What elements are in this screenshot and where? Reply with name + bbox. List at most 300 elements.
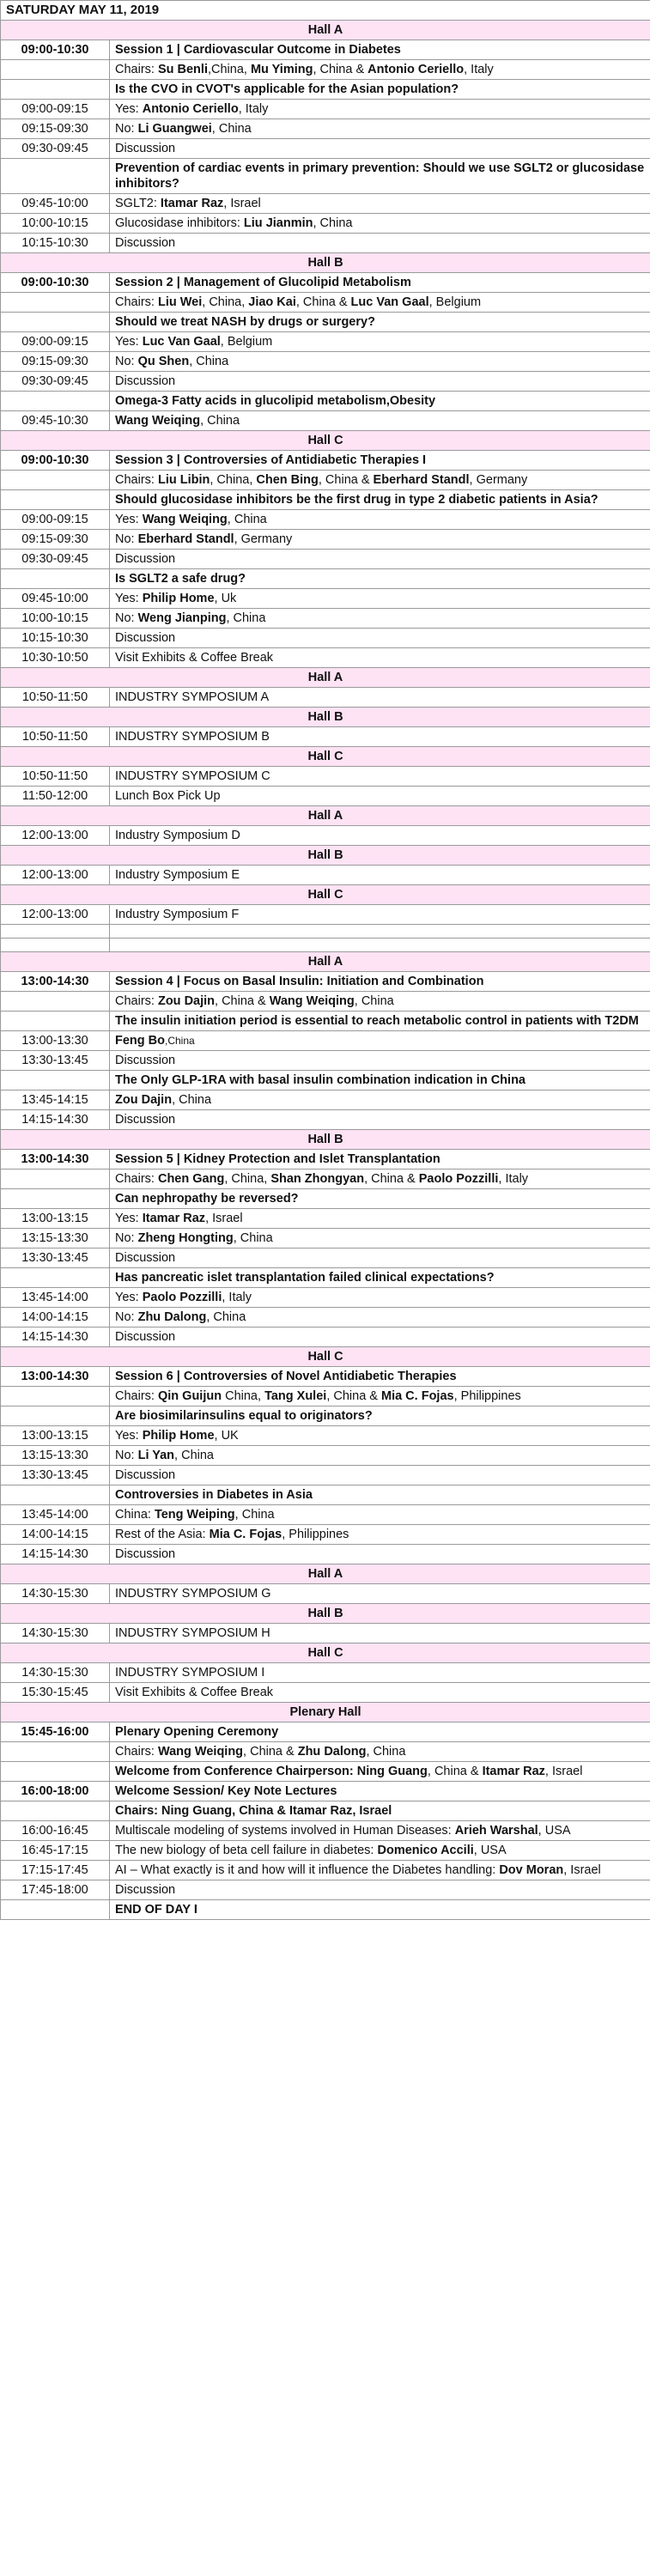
hall-header-row	[1, 846, 650, 866]
desc-text: Yes:	[115, 102, 143, 116]
desc-text: Visit Exhibits & Coffee Break	[115, 651, 274, 665]
desc-text: , China	[211, 122, 252, 136]
desc-text: Should glucosidase inhibitors be the first drug in type 2 diabetic patients in Asia?	[115, 493, 598, 507]
hall-name: Hall B	[1, 846, 650, 866]
time-cell: 10:00-10:15	[1, 214, 110, 234]
hall-header-row	[1, 431, 650, 451]
hall-header-row	[1, 21, 650, 40]
desc-text: Session 5 | Kidney Protection and Islet Transplantation	[115, 1152, 440, 1166]
time-cell: 13:00-14:30	[1, 1150, 110, 1170]
session-row	[1, 1367, 650, 1387]
desc-cell	[110, 569, 650, 589]
desc-cell	[110, 119, 650, 139]
hall-name: Plenary Hall	[1, 1703, 650, 1722]
speaker-name: Paolo Pozzilli	[418, 1172, 499, 1186]
desc-cell	[110, 60, 650, 80]
hall-name: Hall A	[1, 1564, 650, 1584]
desc-text: Is the CVO in CVOT's applicable for the Asian population?	[115, 82, 459, 96]
time-cell: 13:15-13:30	[1, 1229, 110, 1249]
schedule-row	[1, 1624, 650, 1643]
desc-cell	[110, 550, 650, 569]
schedule-row	[1, 60, 650, 80]
desc-text: No:	[115, 611, 138, 625]
time-cell: 12:00-13:00	[1, 866, 110, 885]
time-cell: 13:00-13:15	[1, 1426, 110, 1446]
desc-text: Multiscale modeling of systems involved in Human Diseases:	[115, 1824, 455, 1838]
desc-text: Yes:	[115, 1429, 143, 1443]
hall-name: Hall C	[1, 1643, 650, 1663]
desc-text: INDUSTRY SYMPOSIUM B	[115, 730, 270, 744]
desc-text: Yes:	[115, 335, 143, 349]
schedule-row	[1, 1525, 650, 1545]
schedule-row	[1, 1861, 650, 1880]
desc-text: No:	[115, 532, 138, 546]
desc-text: , Italy	[222, 1291, 252, 1304]
schedule-row	[1, 1051, 650, 1071]
schedule-row	[1, 787, 650, 806]
time-cell	[1, 293, 110, 313]
speaker-name: Wang Weiqing	[115, 414, 201, 428]
time-cell	[1, 1762, 110, 1782]
desc-cell	[110, 972, 650, 992]
time-cell: 13:00-14:30	[1, 972, 110, 992]
schedule-row	[1, 992, 650, 1012]
time-cell	[1, 992, 110, 1012]
time-cell: 13:30-13:45	[1, 1466, 110, 1485]
time-cell: 13:30-13:45	[1, 1051, 110, 1071]
time-cell	[1, 1742, 110, 1762]
desc-text: The Only GLP-1RA with basal insulin combination indication in China	[115, 1073, 525, 1087]
desc-cell	[110, 1880, 650, 1900]
topic-row	[1, 1485, 650, 1505]
desc-text: China:	[115, 1508, 155, 1522]
desc-text: Chairs: Ning Guang, China & Itamar Raz, Israel	[115, 1804, 392, 1818]
desc-text: Discussion	[115, 142, 176, 155]
desc-text: Omega-3 Fatty acids in glucolipid metabolism,Obesity	[115, 394, 436, 408]
schedule-row	[1, 1209, 650, 1229]
hall-header-row	[1, 1347, 650, 1367]
desc-text: Yes:	[115, 1291, 143, 1304]
desc-text: Industry Symposium D	[115, 829, 240, 842]
desc-cell	[110, 1308, 650, 1327]
desc-cell	[110, 1189, 650, 1209]
hall-name: Hall A	[1, 21, 650, 40]
schedule-row	[1, 1327, 650, 1347]
desc-text: No:	[115, 1449, 138, 1462]
schedule-row	[1, 550, 650, 569]
desc-cell	[110, 40, 650, 60]
desc-text: Session 4 | Focus on Basal Insulin: Initiation and Combination	[115, 975, 484, 988]
time-cell: 14:00-14:15	[1, 1525, 110, 1545]
schedule-row	[1, 293, 650, 313]
desc-cell	[110, 1150, 650, 1170]
time-cell: 09:00-10:30	[1, 40, 110, 60]
time-cell: 10:50-11:50	[1, 688, 110, 708]
desc-cell	[110, 1821, 650, 1841]
session-row	[1, 1722, 650, 1742]
speaker-name: Shan Zhongyan	[270, 1172, 365, 1186]
desc-cell	[110, 490, 650, 510]
time-cell	[1, 1406, 110, 1426]
hall-header-row	[1, 1703, 650, 1722]
desc-text: Session 1 | Cardiovascular Outcome in Diabetes	[115, 43, 401, 57]
desc-cell	[110, 1367, 650, 1387]
desc-text: No:	[115, 1231, 138, 1245]
time-cell: 10:50-11:50	[1, 727, 110, 747]
desc-text: , China	[206, 1310, 246, 1324]
topic-row	[1, 1801, 650, 1821]
desc-cell	[110, 1762, 650, 1782]
desc-text: Session 6 | Controversies of Novel Antidiabetic Therapies	[115, 1370, 457, 1383]
schedule-row	[1, 727, 650, 747]
desc-cell	[110, 1327, 650, 1347]
time-cell: 11:50-12:00	[1, 787, 110, 806]
desc-cell	[110, 939, 650, 952]
desc-text: No:	[115, 1310, 138, 1324]
hall-header-row	[1, 253, 650, 273]
schedule-row	[1, 214, 650, 234]
schedule-row	[1, 1110, 650, 1130]
hall-header-row	[1, 1130, 650, 1150]
time-cell: 09:15-09:30	[1, 352, 110, 372]
desc-text: , UK	[214, 1429, 239, 1443]
speaker-name: Itamar Raz	[160, 197, 224, 210]
time-cell: 13:15-13:30	[1, 1446, 110, 1466]
desc-cell	[110, 1446, 650, 1466]
desc-text: , Germany	[469, 473, 528, 487]
time-cell: 09:45-10:30	[1, 411, 110, 431]
session-row	[1, 273, 650, 293]
desc-text: , China	[354, 994, 394, 1008]
hall-name: Hall B	[1, 1130, 650, 1150]
desc-text: , USA	[538, 1824, 571, 1838]
desc-text: , Uk	[214, 592, 237, 605]
schedule-row	[1, 372, 650, 392]
time-cell: 14:30-15:30	[1, 1584, 110, 1604]
desc-cell	[110, 510, 650, 530]
desc-text: Discussion	[115, 552, 176, 566]
session-row	[1, 1150, 650, 1170]
desc-cell	[110, 1545, 650, 1564]
topic-row	[1, 392, 650, 411]
time-cell: 13:45-14:15	[1, 1091, 110, 1110]
desc-text: Discussion	[115, 1251, 176, 1265]
desc-cell	[110, 372, 650, 392]
time-cell: 09:15-09:30	[1, 119, 110, 139]
desc-cell	[110, 1525, 650, 1545]
desc-text: Chairs:	[115, 63, 158, 76]
desc-text: , Belgium	[220, 335, 273, 349]
desc-text: Chairs:	[115, 473, 158, 487]
schedule-row	[1, 1505, 650, 1525]
session-row	[1, 1782, 650, 1801]
desc-cell	[110, 1091, 650, 1110]
speaker-name: Eberhard Standl	[373, 473, 470, 487]
time-cell	[1, 1071, 110, 1091]
time-cell: 14:15-14:30	[1, 1545, 110, 1564]
desc-text: , China,	[210, 473, 257, 487]
desc-text: , China &	[318, 473, 374, 487]
desc-text: Chairs:	[115, 1389, 158, 1403]
time-cell	[1, 1268, 110, 1288]
time-cell	[1, 1485, 110, 1505]
desc-cell	[110, 1624, 650, 1643]
desc-text: INDUSTRY SYMPOSIUM I	[115, 1666, 265, 1680]
desc-cell	[110, 139, 650, 159]
time-cell: 09:00-09:15	[1, 100, 110, 119]
time-cell: 10:00-10:15	[1, 609, 110, 629]
time-cell: 17:15-17:45	[1, 1861, 110, 1880]
desc-text: , China,	[202, 295, 249, 309]
time-cell: 10:15-10:30	[1, 234, 110, 253]
schedule-row	[1, 589, 650, 609]
desc-cell	[110, 1012, 650, 1031]
desc-cell	[110, 1268, 650, 1288]
speaker-name: Jiao Kai	[248, 295, 296, 309]
schedule-row	[1, 866, 650, 885]
desc-text: ,China,	[207, 63, 251, 76]
desc-cell	[110, 100, 650, 119]
desc-text: Is SGLT2 a safe drug?	[115, 572, 246, 586]
schedule-row	[1, 234, 650, 253]
schedule-row	[1, 1584, 650, 1604]
desc-cell	[110, 648, 650, 668]
desc-cell	[110, 1288, 650, 1308]
desc-text: Yes:	[115, 1212, 143, 1225]
speaker-name: Chen Gang	[157, 1172, 225, 1186]
speaker-name: Zou Dajin	[115, 1093, 173, 1107]
desc-text: Welcome Session/ Key Note Lectures	[115, 1784, 337, 1798]
hall-header-row	[1, 885, 650, 905]
desc-cell	[110, 1466, 650, 1485]
desc-text: , Philippines	[282, 1528, 349, 1541]
desc-text: , Italy	[464, 63, 494, 76]
desc-text: , USA	[473, 1844, 507, 1857]
desc-text: Rest of the Asia:	[115, 1528, 210, 1541]
time-cell	[1, 313, 110, 332]
desc-text: Industry Symposium F	[115, 908, 240, 921]
desc-text: , China	[174, 1449, 214, 1462]
speaker-name: Philip Home	[142, 592, 215, 605]
desc-text: , China &	[364, 1172, 419, 1186]
time-cell: 13:00-13:15	[1, 1209, 110, 1229]
topic-row	[1, 1071, 650, 1091]
desc-cell	[110, 1249, 650, 1268]
time-cell: 13:45-14:00	[1, 1288, 110, 1308]
time-cell	[1, 925, 110, 939]
schedule-row	[1, 767, 650, 787]
blank-row	[1, 925, 650, 939]
schedule-date: SATURDAY MAY 11, 2019	[1, 1, 650, 21]
session-row	[1, 451, 650, 471]
speaker-name: Zhu Dalong	[137, 1310, 207, 1324]
desc-cell	[110, 727, 650, 747]
desc-cell	[110, 826, 650, 846]
topic-row	[1, 1268, 650, 1288]
desc-text: , China &	[326, 1389, 381, 1403]
speaker-name: Mu Yiming	[250, 63, 313, 76]
desc-text: , China &	[215, 994, 270, 1008]
time-cell	[1, 1189, 110, 1209]
speaker-name: Zheng Hongting	[137, 1231, 234, 1245]
desc-text: INDUSTRY SYMPOSIUM A	[115, 690, 270, 704]
desc-text: Lunch Box Pick Up	[115, 789, 221, 803]
hall-header-row	[1, 668, 650, 688]
schedule-row	[1, 1170, 650, 1189]
schedule-row	[1, 688, 650, 708]
hall-header-row	[1, 708, 650, 727]
speaker-name: Mia C. Fojas	[209, 1528, 282, 1541]
hall-header-row	[1, 747, 650, 767]
desc-cell	[110, 767, 650, 787]
schedule-row	[1, 1821, 650, 1841]
time-cell: 09:00-09:15	[1, 332, 110, 352]
desc-cell	[110, 1801, 650, 1821]
speaker-name: Wang Weiqing	[269, 994, 355, 1008]
speaker-name: Dov Moran	[499, 1863, 564, 1877]
schedule-row	[1, 1841, 650, 1861]
desc-cell	[110, 1900, 650, 1920]
desc-text: , Italy	[238, 102, 269, 116]
desc-cell	[110, 1742, 650, 1762]
desc-cell	[110, 194, 650, 214]
desc-text: , Israel	[544, 1765, 583, 1778]
speaker-name: Luc Van Gaal	[350, 295, 429, 309]
hall-header-row	[1, 1604, 650, 1624]
desc-cell	[110, 1229, 650, 1249]
speaker-name: Mia C. Fojas	[380, 1389, 454, 1403]
desc-cell	[110, 1505, 650, 1525]
topic-row	[1, 1012, 650, 1031]
schedule-row	[1, 1288, 650, 1308]
desc-text: Welcome from Conference Chairperson: Ning Guang	[115, 1765, 428, 1778]
desc-text: , China	[233, 1231, 273, 1245]
desc-text: , China &	[427, 1765, 483, 1778]
desc-text: , China	[226, 611, 266, 625]
speaker-name: Eberhard Standl	[137, 532, 234, 546]
desc-text: , China	[172, 1093, 212, 1107]
time-cell: 12:00-13:00	[1, 826, 110, 846]
desc-cell	[110, 332, 650, 352]
time-cell	[1, 1170, 110, 1189]
desc-text: Session 3 | Controversies of Antidiabetic Therapies I	[115, 453, 427, 467]
desc-text: Discussion	[115, 1054, 176, 1067]
schedule-row	[1, 194, 650, 214]
desc-cell	[110, 609, 650, 629]
time-cell	[1, 569, 110, 589]
desc-text: , Israel	[563, 1863, 601, 1877]
desc-text: The new biology of beta cell failure in diabetes:	[115, 1844, 378, 1857]
desc-text: Discussion	[115, 1883, 176, 1897]
schedule-row	[1, 471, 650, 490]
speaker-name: Arieh Warshal	[454, 1824, 538, 1838]
desc-text: , China	[234, 1508, 275, 1522]
desc-text: No:	[115, 122, 138, 136]
time-cell: 09:00-10:30	[1, 451, 110, 471]
desc-cell	[110, 1663, 650, 1683]
speaker-name: Liu Wei	[157, 295, 203, 309]
desc-cell	[110, 1031, 650, 1051]
schedule-row	[1, 1446, 650, 1466]
schedule-row	[1, 1683, 650, 1703]
time-cell	[1, 159, 110, 194]
desc-text: , Israel	[223, 197, 261, 210]
speaker-name: Paolo Pozzilli	[142, 1291, 222, 1304]
schedule-row	[1, 1249, 650, 1268]
schedule-row	[1, 332, 650, 352]
hall-name: Hall B	[1, 1604, 650, 1624]
time-cell	[1, 1900, 110, 1920]
hall-name: Hall C	[1, 431, 650, 451]
speaker-name: Tang Xulei	[264, 1389, 327, 1403]
time-cell: 12:00-13:00	[1, 905, 110, 925]
desc-text: Are biosimilarinsulins equal to originators?	[115, 1409, 373, 1423]
time-cell	[1, 80, 110, 100]
desc-text: , China &	[243, 1745, 298, 1759]
time-cell: 09:45-10:00	[1, 589, 110, 609]
time-cell: 10:15-10:30	[1, 629, 110, 648]
desc-cell	[110, 905, 650, 925]
time-cell: 09:00-09:15	[1, 510, 110, 530]
desc-cell	[110, 688, 650, 708]
hall-header-row	[1, 1564, 650, 1584]
desc-cell	[110, 1071, 650, 1091]
desc-cell	[110, 1841, 650, 1861]
desc-cell	[110, 1782, 650, 1801]
desc-cell	[110, 273, 650, 293]
time-cell	[1, 1012, 110, 1031]
desc-text: The insulin initiation period is essential to reach metabolic control in patients with T2DM	[115, 1014, 639, 1028]
desc-cell	[110, 629, 650, 648]
hall-name: Hall C	[1, 747, 650, 767]
desc-text: , Germany	[234, 532, 293, 546]
desc-text: Glucosidase inhibitors:	[115, 216, 244, 230]
desc-text: Chairs:	[115, 295, 158, 309]
speaker-name: Zou Dajin	[157, 994, 216, 1008]
desc-cell	[110, 234, 650, 253]
desc-cell	[110, 866, 650, 885]
time-cell: 16:00-18:00	[1, 1782, 110, 1801]
speaker-name: Itamar Raz	[142, 1212, 206, 1225]
time-cell: 16:45-17:15	[1, 1841, 110, 1861]
speaker-name: Zhu Dalong	[297, 1745, 367, 1759]
desc-text: INDUSTRY SYMPOSIUM H	[115, 1626, 270, 1640]
desc-text: Discussion	[115, 1330, 176, 1344]
schedule-row	[1, 1663, 650, 1683]
desc-text: AI – What exactly is it and how will it influence the Diabetes handling:	[115, 1863, 500, 1877]
hall-name: Hall C	[1, 885, 650, 905]
speaker-name: Weng Jianping	[137, 611, 227, 625]
session-row	[1, 40, 650, 60]
time-cell	[1, 490, 110, 510]
speaker-name: Luc Van Gaal	[142, 335, 221, 349]
hall-name: Hall A	[1, 952, 650, 972]
schedule-row	[1, 1091, 650, 1110]
desc-cell	[110, 471, 650, 490]
time-cell	[1, 1387, 110, 1406]
time-cell: 10:30-10:50	[1, 648, 110, 668]
time-cell	[1, 471, 110, 490]
desc-text: Controversies in Diabetes in Asia	[115, 1488, 313, 1502]
speaker-name: Qin Guijun	[157, 1389, 222, 1403]
speaker-name: Antonio Ceriello	[142, 102, 239, 116]
hall-name: Hall B	[1, 253, 650, 273]
time-cell: 16:00-16:45	[1, 1821, 110, 1841]
topic-row	[1, 159, 650, 194]
speaker-name: Li Yan	[137, 1449, 175, 1462]
desc-cell	[110, 1170, 650, 1189]
speaker-name: Chen Bing	[256, 473, 319, 487]
